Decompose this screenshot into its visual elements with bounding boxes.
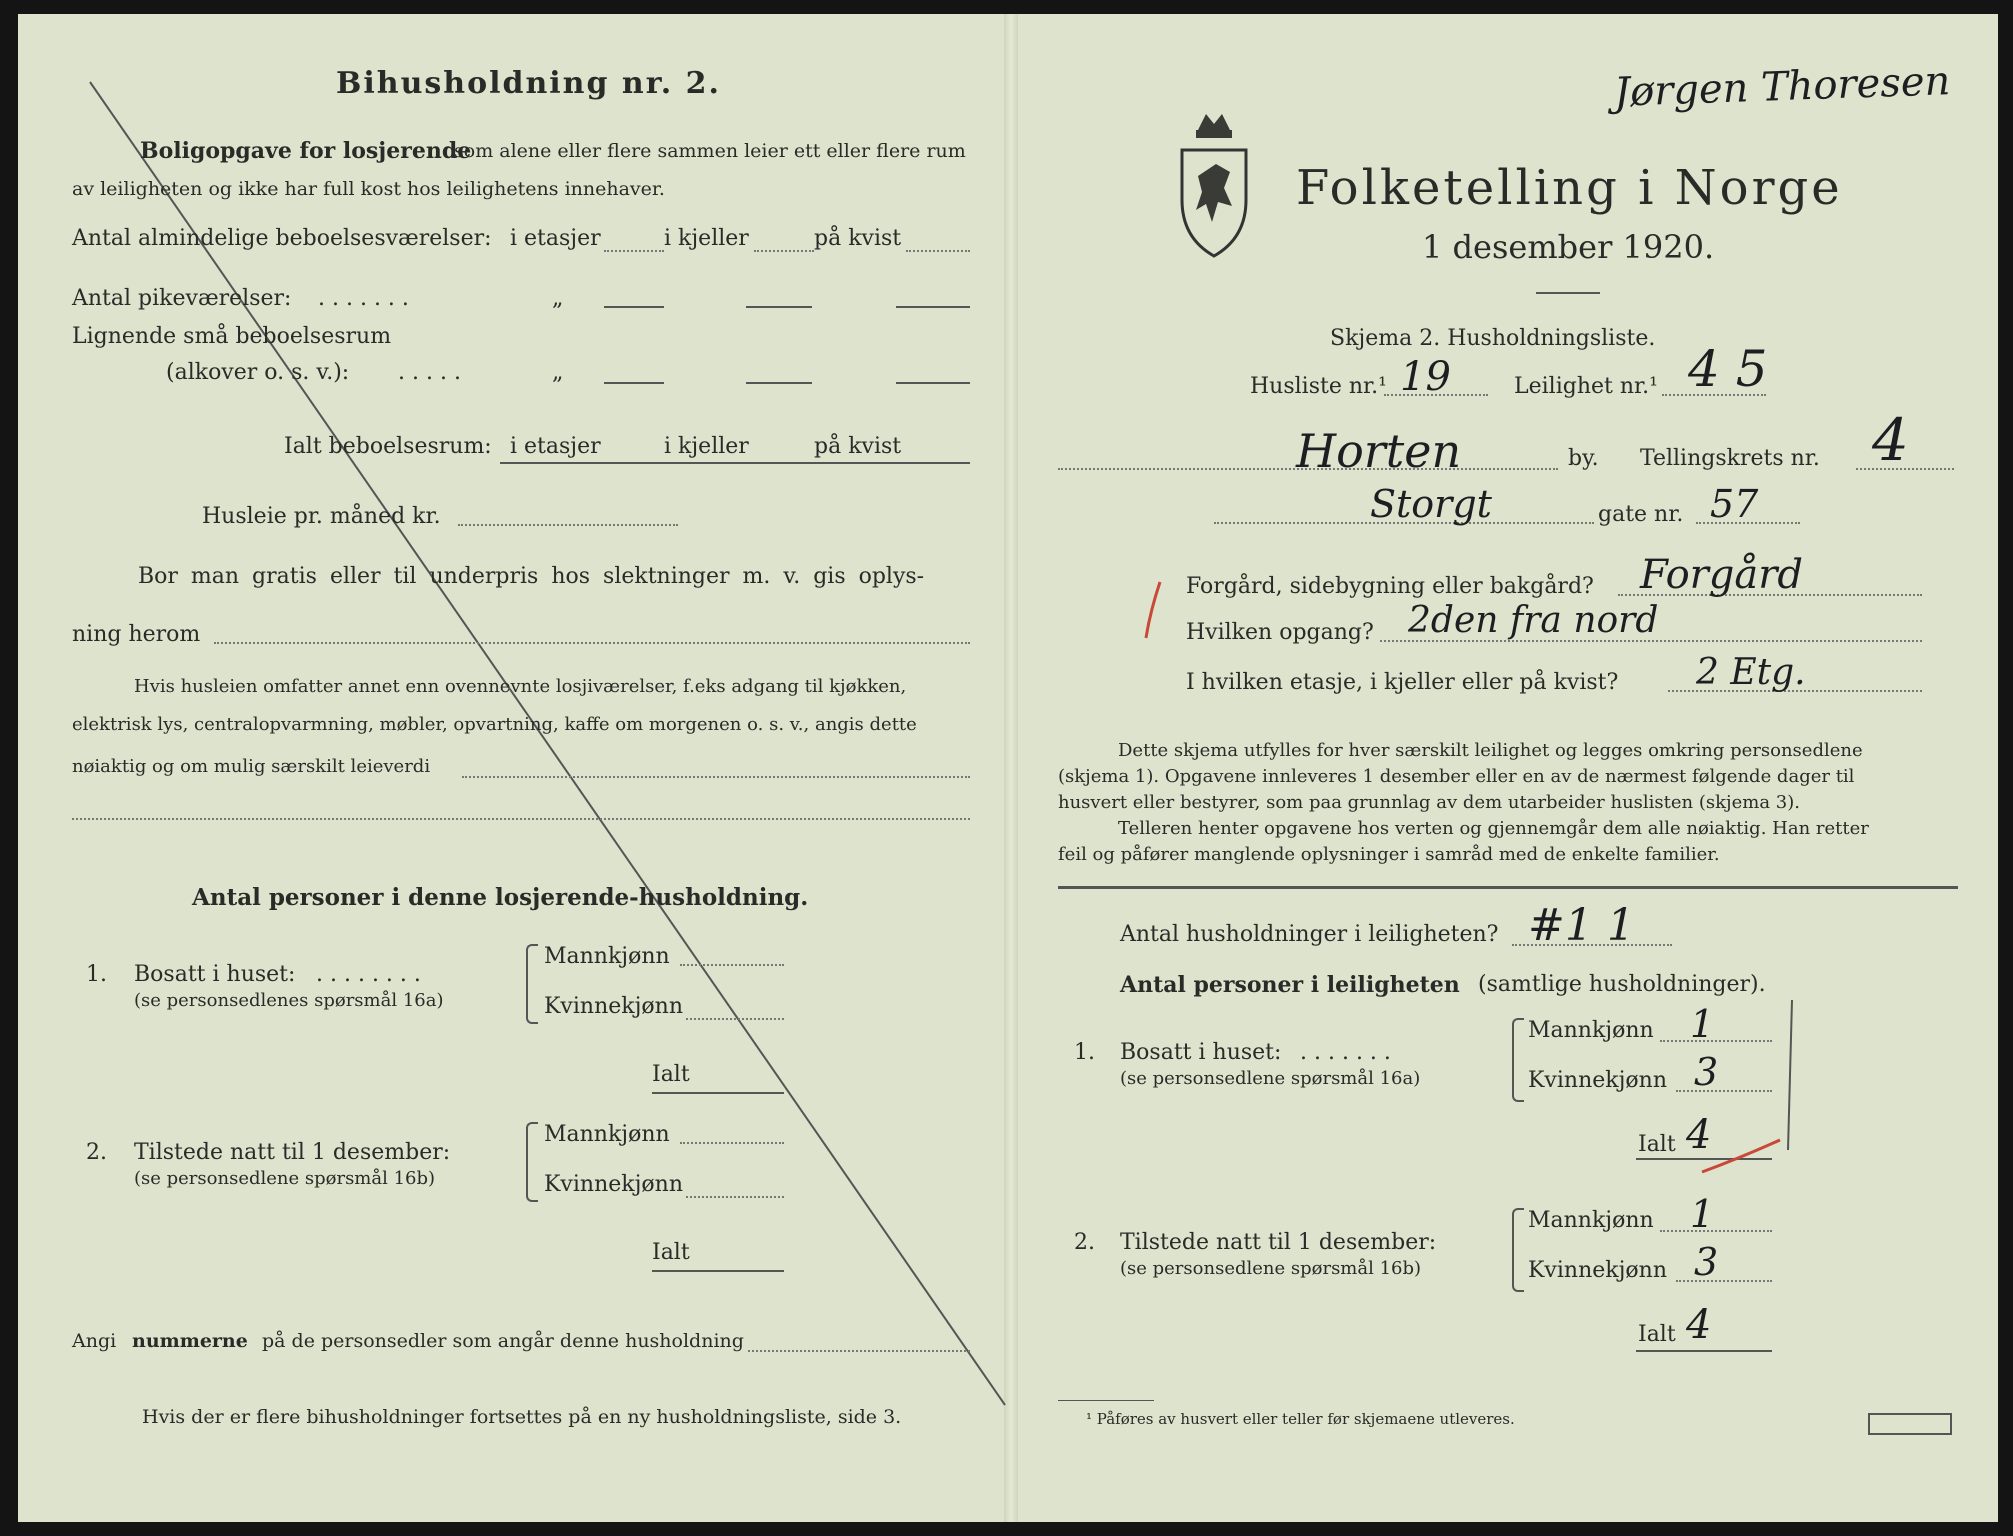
hw-etasje: 2 Etg. — [1696, 652, 1806, 693]
hw-gate-nr: 57 — [1710, 482, 1759, 526]
left-q2-mann: Mannkjønn — [544, 1122, 670, 1147]
right-title: Folketelling i Norge — [1296, 160, 1843, 216]
hw-q1-ialt: 4 — [1686, 1112, 1712, 1158]
hw-antal-hush: #1 1 — [1528, 900, 1635, 951]
right-q2-num: 2. — [1074, 1230, 1095, 1255]
right-q2-ialt: Ialt — [1638, 1322, 1676, 1347]
right-q2-sub: (se personsedlene spørsmål 16b) — [1120, 1258, 1422, 1279]
info-line5: feil og påfører manglende oplysninger i samråd med de enkelte familier. — [1058, 844, 1720, 865]
by-label: by. — [1568, 446, 1599, 471]
ialt-kvist: på kvist — [814, 434, 902, 459]
right-q1-label: Bosatt i huset: — [1120, 1040, 1282, 1065]
left-antal-heading: Antal personer i denne losjerende-husholdning. — [192, 884, 809, 911]
hw-signature: Jørgen Thoresen — [1613, 58, 1951, 116]
right-q1-num: 1. — [1074, 1040, 1095, 1065]
ialt-etasjer: i etasjer — [510, 434, 601, 459]
hw-q2-mann: 1 — [1690, 1192, 1715, 1236]
info-line2: (skjema 1). Opgavene innleveres 1 desember eller en av de nærmest følgende dager til — [1058, 766, 1855, 787]
row1-label: Antal almindelige beboelsesværelser: — [72, 226, 492, 251]
bor-line1: Bor man gratis eller til underpris hos slektninger m. v. gis oplys- — [138, 564, 925, 589]
angi-post: på de personsedler som angår denne husholdning — [262, 1330, 744, 1352]
hw-opgang: 2den fra nord — [1408, 600, 1659, 641]
ialt-kjeller: i kjeller — [664, 434, 749, 459]
hw-tellingskrets: 4 — [1872, 406, 1909, 474]
intro-rest1: som alene eller flere sammen leier ett eller flere rum — [454, 140, 966, 162]
right-q1-kvinne: Kvinnekjønn — [1528, 1068, 1667, 1093]
row3-label2: (alkover o. s. v.): — [166, 360, 350, 385]
hw-q2-ialt: 4 — [1686, 1302, 1712, 1348]
left-q1-dots: . . . . . . . . — [316, 962, 421, 987]
row3-label: Lignende små beboelsesrum — [72, 324, 392, 349]
opgang-label: Hvilken opgang? — [1186, 620, 1374, 645]
right-q2-mann: Mannkjønn — [1528, 1208, 1654, 1233]
skjema-label: Skjema 2. Husholdningsliste. — [1330, 326, 1656, 351]
ialt-label: Ialt beboelsesrum: — [284, 434, 492, 459]
gate-label: gate nr. — [1598, 502, 1684, 527]
forgard-label: Forgård, sidebygning eller bakgård? — [1186, 574, 1594, 599]
hw-husliste: 19 — [1400, 354, 1451, 400]
left-q1-label: Bosatt i huset: — [134, 962, 296, 987]
leilighet-label: Leilighet nr.¹ — [1514, 374, 1658, 399]
antal-pers-rest: (samtlige husholdninger). — [1478, 972, 1766, 997]
left-q2-sub: (se personsedlene spørsmål 16b) — [134, 1168, 436, 1189]
row1-etasjer: i etasjer — [510, 226, 601, 251]
row2-dots: . . . . . . . — [318, 286, 409, 311]
row1-kjeller: i kjeller — [664, 226, 749, 251]
intro-bold: Boligopgave for losjerende — [140, 138, 472, 164]
right-q1-dots: . . . . . . . — [1300, 1040, 1391, 1065]
left-q2-kvinne: Kvinnekjønn — [544, 1172, 683, 1197]
left-q2-label: Tilstede natt til 1 desember: — [134, 1140, 451, 1165]
left-q1-mann: Mannkjønn — [544, 944, 670, 969]
left-q2-ialt: Ialt — [652, 1240, 690, 1265]
row3-ditto: „ — [552, 360, 564, 385]
row1-kvist: på kvist — [814, 226, 902, 251]
hw-q1-kvinne: 3 — [1694, 1050, 1719, 1094]
hw-by: Horten — [1296, 424, 1462, 478]
info-line1: Dette skjema utfylles for hver særskilt leilighet og legges omkring personsedlene — [1118, 740, 1863, 761]
antal-pers-bold: Antal personer i leiligheten — [1120, 972, 1460, 998]
left-q1-num: 1. — [86, 962, 107, 987]
hw-q1-mann: 1 — [1690, 1002, 1715, 1046]
hvis-line2: elektrisk lys, centralopvarmning, møbler, opvartning, kaffe om morgenen o. s. v., angis dette — [72, 714, 917, 735]
hvis-line1: Hvis husleien omfatter annet enn ovennevnte losjiværelser, f.eks adgang til kjøkken, — [134, 676, 907, 697]
etasje-label: I hvilken etasje, i kjeller eller på kvist? — [1186, 670, 1619, 695]
hw-q2-kvinne: 3 — [1694, 1240, 1719, 1284]
left-q1-ialt: Ialt — [652, 1062, 690, 1087]
intro-rest2: av leiligheten og ikke har full kost hos leilighetens innehaver. — [72, 178, 665, 200]
husliste-label: Husliste nr.¹ — [1250, 374, 1387, 399]
row3-dots: . . . . . — [398, 360, 461, 385]
hvis-line3: nøiaktig og om mulig særskilt leieverdi — [72, 756, 431, 777]
bor-line2: ning herom — [72, 622, 201, 647]
left-q2-num: 2. — [86, 1140, 107, 1165]
angi-pre: Angi — [72, 1330, 117, 1352]
right-q2-label: Tilstede natt til 1 desember: — [1120, 1230, 1437, 1255]
right-footnote: ¹ Påføres av husvert eller teller før skjemaene utleveres. — [1086, 1410, 1515, 1428]
left-title: Bihusholdning nr. 2. — [336, 66, 721, 101]
hw-leilighet: 4 5 — [1688, 340, 1768, 398]
row2-label: Antal pikeværelser: — [72, 286, 292, 311]
right-q2-kvinne: Kvinnekjønn — [1528, 1258, 1667, 1283]
info-line3: husvert eller bestyrer, som paa grunnlag av dem utarbeider huslisten (skjema 3). — [1058, 792, 1800, 813]
row2-ditto: „ — [552, 286, 564, 311]
right-date: 1 desember 1920. — [1422, 228, 1715, 266]
tellingskrets-label: Tellingskrets nr. — [1640, 446, 1820, 471]
right-q1-sub: (se personsedlene spørsmål 16a) — [1120, 1068, 1421, 1089]
angi-bold: nummerne — [132, 1330, 248, 1352]
left-footer: Hvis der er flere bihusholdninger fortsettes på en ny husholdningsliste, side 3. — [142, 1406, 902, 1428]
left-q1-sub: (se personsedlenes spørsmål 16a) — [134, 990, 444, 1011]
hw-forgard: Forgård — [1640, 552, 1803, 598]
hw-gate: Storgt — [1370, 482, 1492, 526]
right-q1-mann: Mannkjønn — [1528, 1018, 1654, 1043]
antal-hush-label: Antal husholdninger i leiligheten? — [1120, 922, 1499, 947]
right-q1-ialt: Ialt — [1638, 1132, 1676, 1157]
husleie-label: Husleie pr. måned kr. — [202, 504, 441, 529]
info-line4: Telleren henter opgavene hos verten og gjennemgår dem alle nøiaktig. Han retter — [1118, 818, 1869, 839]
left-q1-kvinne: Kvinnekjønn — [544, 994, 683, 1019]
